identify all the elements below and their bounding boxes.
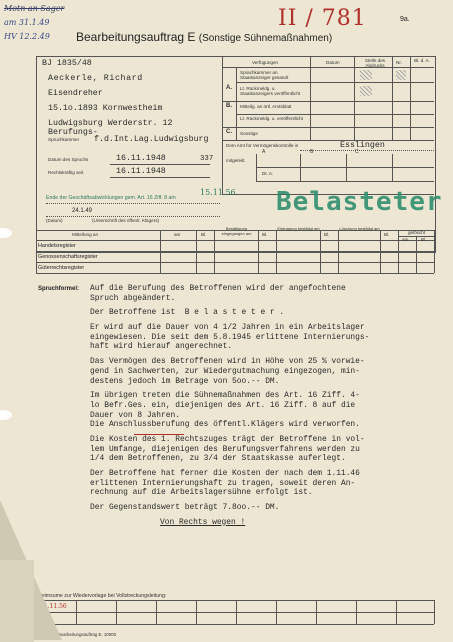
completion-date-handwritten: 15.11.56 — [200, 188, 236, 197]
reg-header-bl1: Bl. — [201, 232, 207, 237]
verdict-line: Dauer von 8 Jahren. — [90, 410, 180, 420]
punch-hole — [0, 410, 12, 420]
col-verfuegungen: Verfügungen — [252, 60, 279, 65]
person-address: Ludwigsburg Werderstr. 12 — [48, 119, 173, 128]
d-label: Dt. A. — [262, 171, 274, 176]
person-name: Aeckerle, Richard — [48, 74, 143, 83]
verdict-date-label: Datum des Spruchs — [48, 157, 89, 162]
reg-header-am2: am — [402, 237, 409, 242]
reg-header-eintragung: Eintragung bestätigt am — [277, 226, 320, 231]
verdict-text — [90, 284, 440, 527]
verdict-line: gend in Sachwerten, zur Wiedergutmachung eingezogen, min- — [90, 366, 360, 376]
page-marker: 9a. — [400, 16, 410, 23]
verdict-line: Von Rechts wegen ! — [160, 517, 246, 527]
verdict-line: eingewiesen. Die seit dem 5.8.1945 erlittene Internierungs- — [90, 332, 370, 342]
row-key-c: C. — [226, 129, 232, 135]
col-b: B — [310, 149, 314, 155]
verdict-line: erlittenen Internierungshaft zu tragen, soweit deren An- — [90, 478, 356, 488]
verdict-date-value: 16.11.1948 — [116, 154, 166, 163]
row-label-1: Sprachkammer an Staatsanzeiger gesandt — [240, 70, 289, 80]
case-number: BJ 1835/48 — [42, 59, 92, 68]
handwritten-note-date1: am 31.1.49 — [4, 18, 50, 27]
hatched-cell — [360, 86, 372, 96]
verdict-line: Die Anschlussberufung des öffentl.Klägers wird verworfen. — [90, 420, 360, 430]
col-stelle: Stelle des Abdrucks — [364, 58, 386, 68]
verdict-line: Der Gegenstandswert beträgt 7.8oo.-- DM. — [90, 503, 280, 513]
verdict-line: Der Betroffene hat ferner die Kosten der nach dem 1.11.46 — [90, 469, 360, 478]
verdict-line: lo Befr.Ges. ein, diejenigen des Art. 16 Ziff. 8 auf die — [90, 400, 356, 410]
verdict-line: destens jedoch im Betrage von 5oo.-- DM. — [90, 376, 280, 386]
person-occupation: Eisendreher — [48, 89, 103, 98]
reg-header-loeschung: Löschung bestätigt am — [339, 226, 380, 231]
punch-hole — [0, 228, 12, 238]
col-c: C — [355, 149, 359, 155]
red-underline — [134, 434, 184, 435]
number-337: 337 — [200, 155, 214, 163]
verdict-line: 1/4 dem Betroffenen, zu 3/4 der Staatskasse auferlegt. — [90, 454, 346, 464]
verdict-line: Im übrigen treten die Sühnemaßnahmen des Art. 16 Ziff. 4- — [90, 391, 360, 401]
reg-header-bl2: Bl. — [262, 232, 268, 237]
col-nr: Nr. — [396, 60, 402, 65]
row-label-4: Lt. Rückmeldg. u. veröffentlicht — [240, 116, 303, 121]
verdict-line: lem Umfange, diejenigen des Berufungsverfahrens werden zu — [90, 444, 360, 454]
reg-header-bl4: Bl. — [384, 232, 390, 237]
handwritten-note-struck: Motn an Sager — [4, 4, 65, 13]
verdict-line: rechnung auf die Arbeitslagersühne erfolgt ist. — [90, 488, 313, 498]
verdict-line: haft wird hierauf angerechnet. — [90, 342, 233, 352]
forward-value: Esslingen — [340, 141, 385, 150]
completion-date: 24.1.49 — [72, 208, 93, 214]
chamber-value: f.d.Int.Lag.Ludwigsburg — [94, 135, 209, 144]
register-row-gueterrecht: Güterrechtsregister — [38, 265, 85, 271]
bottom-handwritten-date: 11.11.56 — [40, 603, 67, 610]
forward-label: Dem Amt für Vermögenskontrolle in — [226, 143, 299, 148]
register-row-handel: Handelsregister — [38, 243, 76, 249]
reg-header-bl3: Bl. — [324, 232, 330, 237]
form-title-main: Bearbeitungsauftrag E — [76, 30, 196, 44]
handwritten-note-date2: HV 12.2.49 — [4, 32, 50, 41]
verdict-line: Das Vermögen des Betroffenen wird in Höhe von 25 % vorwie- — [90, 357, 365, 367]
person-birth: 15.1o.1893 Kornwestheim — [48, 104, 163, 113]
hatched-cell — [396, 70, 406, 80]
reg-header-mitteilung: Mitteilung an — [72, 232, 99, 237]
hatched-cell — [360, 70, 372, 80]
verdict-line: Spruch abgeändert. — [90, 293, 176, 303]
torn-edge — [0, 560, 34, 642]
signature-field-label: (Unterschrift des öffentl. Klägers) — [92, 218, 160, 223]
verdict-label: Spruchformel: — [38, 286, 80, 292]
verdict-line: Er wird auf die Dauer von 4 1/2 Jahren in ein Arbeitslager — [90, 323, 365, 333]
chamber-label: Spruchkammer — [48, 137, 80, 142]
legal-label: Rechtskräftig seit — [48, 170, 84, 175]
row-label-3: Mitteilg. an örtl. Amtsblatt — [240, 104, 292, 109]
date-field-label: (Datum) — [46, 218, 63, 223]
reg-header-geloescht: gelöscht — [408, 230, 426, 235]
verdict-line: Die Kosten des 1. Rechtszuges trägt der Betroffene in vol- — [90, 434, 365, 444]
verdict-line: Auf die Berufung des Betroffenen wird der angefochtene — [90, 284, 346, 293]
completion-note: Ende der Geschäftsabwicklungen gem. Art. 16 Ziff. 8 am — [46, 195, 176, 201]
col-a: A — [262, 149, 266, 155]
wiedervorlage-label: Heimsume zur Wiedervorlage bei Vollstreckungsleitung: — [38, 593, 167, 599]
row-key-a: A. — [226, 85, 232, 91]
reg-header-am1: am — [174, 232, 181, 237]
status-stamp-belasteter: Belasteter — [276, 187, 443, 217]
col-bl: Bl. d. A. — [414, 58, 430, 63]
legal-value: 16.11.1948 — [116, 167, 166, 176]
form-title-sub: (Sonstige Sühnemaßnahmen) — [198, 33, 333, 44]
appeal-line: Berufungs- — [48, 128, 98, 137]
row-label-2: Lt. Rückmeldg. u. Staatsanzeigers veröffentlicht — [240, 86, 301, 96]
register-row-genossenschaft: Genossenschaftsregister — [38, 254, 98, 260]
file-number-handwritten: II / 781 — [278, 6, 367, 31]
form-title — [76, 30, 332, 44]
verdict-line: Der Betroffene ist B e l a s t e t e r . — [90, 308, 285, 318]
form-footer: Lst. 179 d. Bearbeitungsauftrag E. 10000 — [36, 632, 117, 637]
row-key-b: B. — [226, 103, 232, 109]
reported-label: mitgeteilt. — [226, 158, 246, 163]
reg-header-bl5: Bl. — [421, 237, 427, 242]
col-datum: Datum — [326, 60, 340, 65]
reg-header-bestaetigung: Bestätigung eingegangen am — [221, 226, 252, 236]
row-label-5: Sonstige — [240, 131, 258, 136]
